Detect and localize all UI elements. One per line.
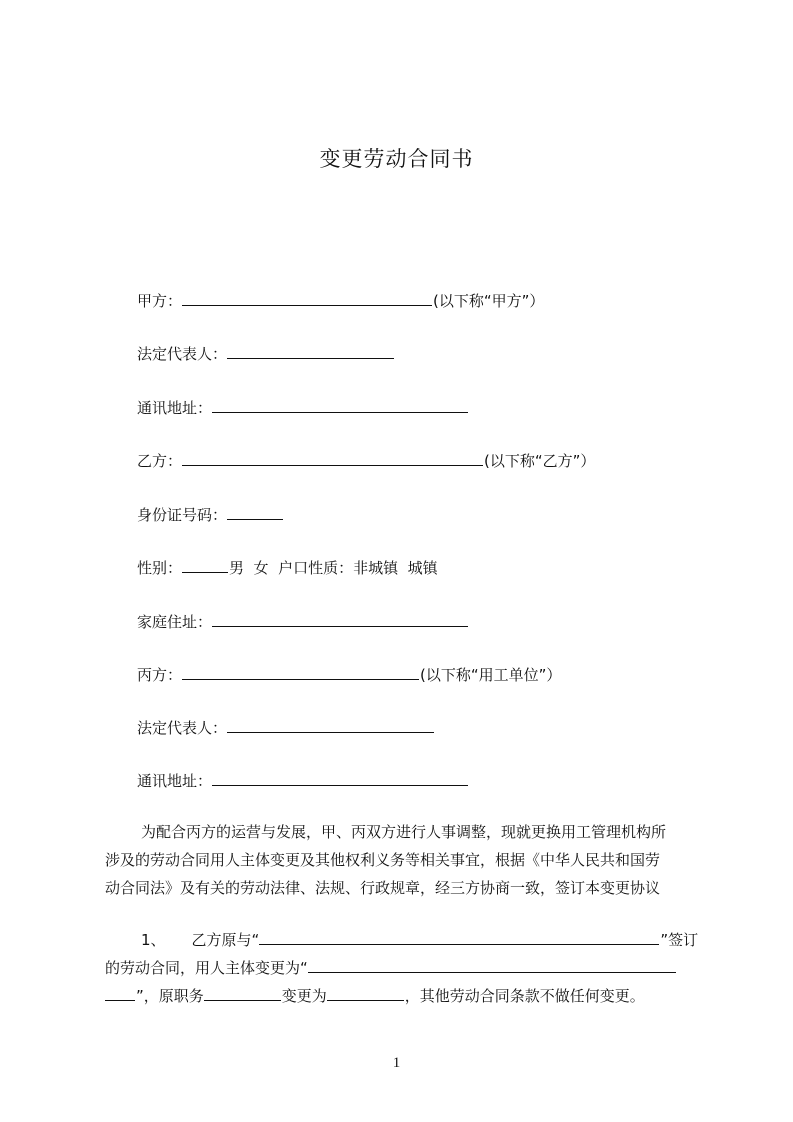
legal-rep2-line (137, 718, 435, 738)
page-number: 1 (392, 1055, 401, 1071)
clause-1-line-3 (105, 982, 705, 1010)
address-label: 通讯地址： (137, 399, 213, 417)
gender-line (137, 558, 438, 578)
clause-text: ”签订 (660, 931, 699, 949)
gender-blank[interactable] (182, 558, 228, 573)
new-position-blank[interactable] (327, 986, 404, 1001)
original-employer-blank[interactable] (259, 930, 659, 945)
address-blank[interactable] (212, 398, 468, 413)
legal-rep-label: 法定代表人： (137, 345, 228, 363)
id-blank[interactable] (227, 505, 283, 520)
address2-blank[interactable] (212, 771, 468, 786)
party-a-blank[interactable] (182, 291, 432, 306)
new-employer-blank[interactable] (308, 958, 676, 973)
party-b-label: 乙方： (137, 452, 183, 470)
legal-rep-blank[interactable] (227, 344, 394, 359)
page-title: 变更劳动合同书 (319, 147, 474, 171)
clause-1 (105, 926, 705, 1010)
party-b-blank[interactable] (182, 451, 483, 466)
new-employer-blank-cont[interactable] (105, 986, 135, 1001)
clause-text: 变更为 (281, 987, 327, 1005)
party-a-suffix: (以下称“甲方”） (433, 292, 545, 310)
home-address-label: 家庭住址： (137, 613, 213, 631)
legal-rep2-blank[interactable] (227, 718, 434, 733)
party-a-line (137, 291, 544, 311)
address2-line (137, 771, 469, 791)
intro-line: 涉及的劳动合同用人主体变更及其他权利义务等相关事宜，根据《中华人民共和国劳 (105, 851, 661, 869)
legal-rep2-label: 法定代表人： (137, 719, 228, 737)
party-c-line (137, 665, 561, 685)
id-line (137, 505, 284, 525)
party-c-label: 丙方： (137, 666, 183, 684)
address-line (137, 398, 469, 418)
id-label: 身份证号码： (137, 506, 228, 524)
gender-options: 男 女 户口性质：非城镇 城镇 (229, 559, 438, 577)
intro-paragraph (105, 818, 705, 902)
clause-text: ”，原职务 (136, 987, 204, 1005)
party-c-suffix: (以下称“用工单位”） (420, 666, 562, 684)
address2-label: 通讯地址： (137, 772, 213, 790)
clause-text: 的劳动合同，用人主体变更为“ (105, 959, 308, 977)
clause-1-line-1 (105, 926, 705, 954)
clause-text: 乙方原与“ (191, 931, 260, 949)
intro-line: 动合同法》及有关的劳动法律、法规、行政规章，经三方协商一致，签订本变更协议 (105, 879, 661, 897)
clause-number: 1、 (141, 931, 166, 949)
legal-rep-line (137, 344, 395, 364)
clause-1-line-2 (105, 954, 705, 982)
gender-label: 性别： (137, 559, 183, 577)
old-position-blank[interactable] (204, 986, 281, 1001)
party-c-blank[interactable] (182, 665, 419, 680)
home-address-line (137, 612, 469, 632)
intro-line: 为配合丙方的运营与发展，甲、丙双方进行人事调整，现就更换用工管理机构所 (141, 823, 667, 841)
home-address-blank[interactable] (212, 612, 468, 627)
party-a-label: 甲方： (137, 292, 183, 310)
party-b-suffix: (以下称“乙方”） (484, 452, 596, 470)
party-b-line (137, 451, 595, 471)
clause-text: ，其他劳动合同条款不做任何变更。 (404, 987, 645, 1005)
